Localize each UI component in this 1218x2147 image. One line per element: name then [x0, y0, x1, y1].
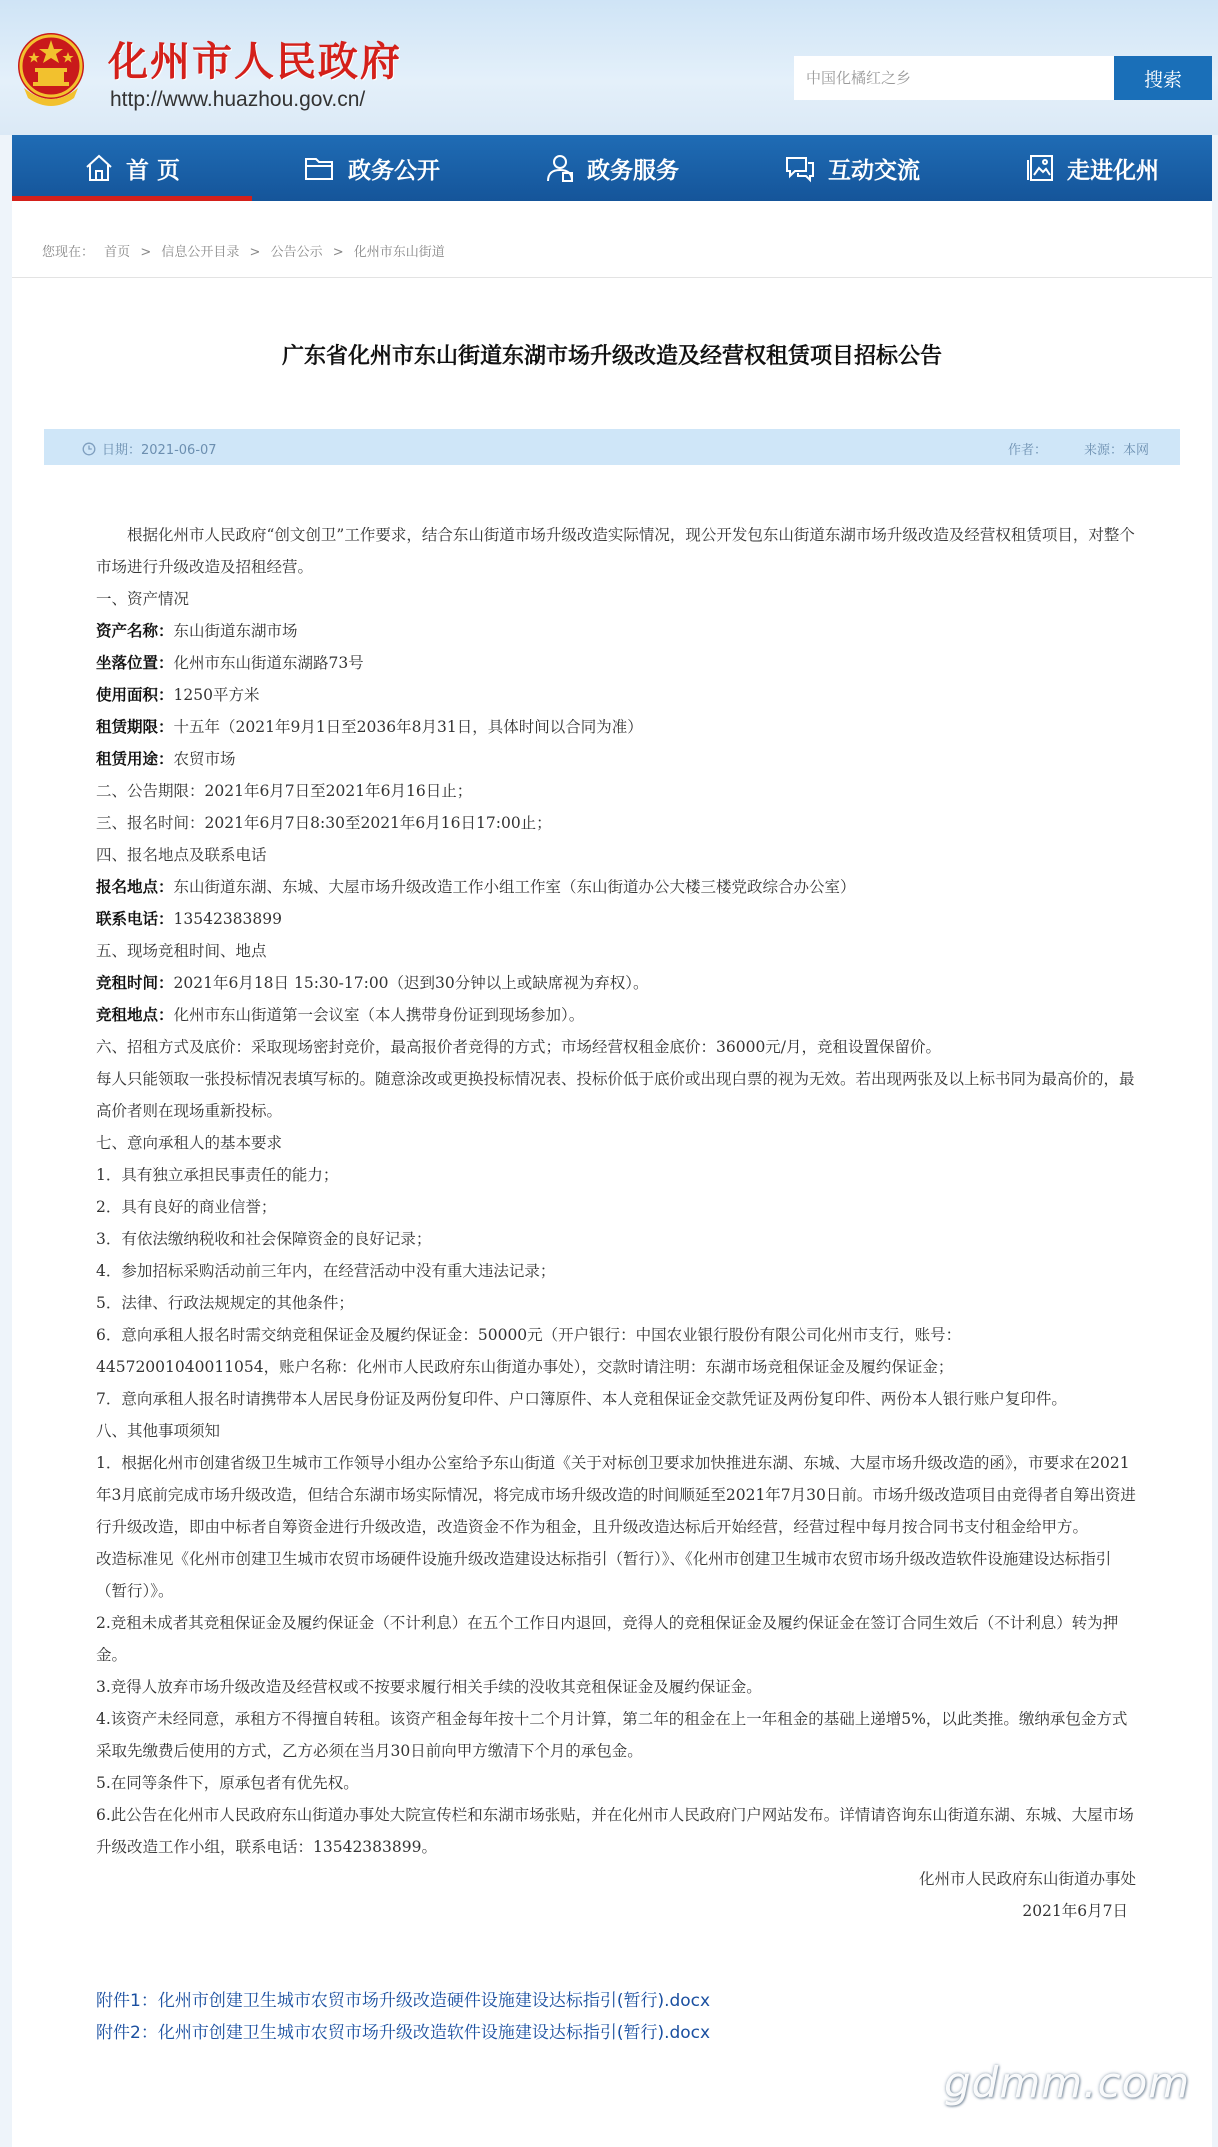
breadcrumb-separator: > — [332, 245, 344, 260]
field-label: 报名地点： — [96, 878, 174, 896]
field-label: 租赁期限： — [96, 718, 174, 736]
article-author: 作者： — [1008, 443, 1048, 458]
field-value: 十五年（2021年9月1日至2036年8月31日，具体时间以合同为准） — [173, 718, 643, 736]
nav-item-services[interactable] — [492, 135, 732, 201]
article-date — [82, 439, 217, 458]
list-item: 6．意向承租人报名时需交纳竞租保证金及履约保证金：50000元（开户银行：中国农业银行股份有限公司化州市支行，账号：44572001040011054，账户名称：化州市人民政府东山街道办事处），交款时请注明：东湖市场竞租保证金及履约保证金； — [96, 1326, 962, 1376]
field-line — [96, 615, 1136, 647]
list-item: 3.竞得人放弃市场升级改造及经营权或不按要求履行相关手续的没收其竞租保证金及履约保证金。 — [96, 1678, 762, 1696]
paragraph: 根据化州市人民政府“创文创卫”工作要求，结合东山街道市场升级改造实际情况，现公开发包东山街道东湖市场升级改造及经营权租赁项目，对整个市场进行升级改造及招租经营。 — [96, 526, 1135, 576]
field-label: 资产名称： — [96, 622, 174, 640]
main-nav — [12, 135, 1212, 201]
field-line — [96, 903, 1136, 935]
field-line — [96, 711, 1136, 743]
field-value: 2021年6月18日 15:30-17:00（迟到30分钟以上或缺席视为弃权）。 — [173, 974, 649, 992]
field-value: 1250平方米 — [173, 686, 260, 704]
field-value: 农贸市场 — [173, 750, 236, 768]
list-item: 6.此公告在化州市人民政府东山街道办事处大院宣传栏和东湖市场张贴，并在化州市人民政府门户网站发布。详情请咨询东山街道东湖、东城、大屋市场升级改造工作小组，联系电话：13542383899。 — [96, 1806, 1134, 1856]
main-content — [12, 201, 1212, 2147]
paragraph: 每人只能领取一张投标情况表填写标的。随意涂改或更换投标情况表、投标价低于底价或出现白票的视为无效。若出现两张及以上标书同为最高价的，最高价者则在现场重新投标。 — [96, 1070, 1135, 1120]
chat-icon — [784, 153, 816, 183]
watermark: gdmm.com — [944, 2058, 1191, 2107]
article-body — [96, 519, 1136, 1927]
article-title: 广东省化州市东山街道东湖市场升级改造及经营权租赁项目招标公告 — [281, 344, 942, 369]
field-label: 租赁用途： — [96, 750, 174, 768]
breadcrumb-divider — [12, 277, 1212, 278]
site-url: http://www.huazhou.gov.cn/ — [110, 88, 366, 111]
national-emblem-icon — [14, 30, 88, 110]
paragraph: 三、报名时间：2021年6月7日8:30至2021年6月16日17:00止； — [96, 814, 552, 832]
signature: 化州市人民政府东山街道办事处 — [918, 1870, 1136, 1888]
nav-label: 政务服务 — [587, 157, 679, 184]
section-heading: 四、报名地点及联系电话 — [96, 846, 267, 864]
field-value: 东山街道东湖市场 — [173, 622, 298, 640]
field-value: 13542383899 — [173, 910, 282, 928]
field-label: 联系电话： — [96, 910, 174, 928]
list-item: 7．意向承租人报名时请携带本人居民身份证及两份复印件、户口簿原件、本人竞租保证金交款凭证及两份复印件、两份本人银行账户复印件。 — [96, 1390, 1067, 1408]
article-meta-bar — [44, 429, 1180, 465]
article-source: 来源：本网 — [1084, 443, 1150, 458]
user-service-icon — [545, 153, 575, 183]
breadcrumb — [42, 241, 451, 260]
list-item: 2．具有良好的商业信誉； — [96, 1198, 277, 1216]
nav-label: 首 页 — [125, 157, 180, 184]
paragraph: 二、公告期限：2021年6月7日至2021年6月16日止； — [96, 782, 473, 800]
site-header — [0, 0, 1218, 135]
field-line — [96, 679, 1136, 711]
nav-label: 走进化州 — [1067, 157, 1159, 184]
nav-label: 互动交流 — [828, 157, 920, 184]
field-label: 竞租时间： — [96, 974, 174, 992]
breadcrumb-link-catalog[interactable]: 信息公开目录 — [161, 245, 240, 260]
search-input[interactable] — [794, 56, 1114, 100]
nav-item-government-affairs[interactable] — [252, 135, 492, 201]
nav-item-interaction[interactable] — [732, 135, 972, 201]
field-label: 使用面积： — [96, 686, 174, 704]
field-line — [96, 999, 1136, 1031]
section-heading: 一、资产情况 — [96, 590, 190, 608]
attachment-link[interactable]: 附件2：化州市创建卫生城市农贸市场升级改造软件设施建设达标指引(暂行).docx — [96, 2023, 711, 2043]
attachment-list — [96, 1985, 710, 2049]
section-heading: 七、意向承租人的基本要求 — [96, 1134, 283, 1152]
list-item: 1．具有独立承担民事责任的能力； — [96, 1166, 339, 1184]
list-item: 2.竞租未成者其竞租保证金及履约保证金（不计利息）在五个工作日内退回，竞得人的竞租保证金及履约保证金在签订合同生效后（不计利息）转为押金。 — [96, 1614, 1119, 1664]
breadcrumb-link-notices[interactable]: 公告公示 — [270, 245, 323, 260]
field-line — [96, 871, 1136, 903]
nav-label: 政务公开 — [348, 157, 440, 184]
nav-item-home[interactable] — [12, 135, 252, 201]
clock-icon — [82, 442, 96, 456]
article-date-text: 日期：2021-06-07 — [102, 443, 217, 458]
breadcrumb-separator: > — [140, 245, 152, 260]
city-picture-icon — [1025, 153, 1055, 183]
field-line — [96, 647, 1136, 679]
list-item: 5.在同等条件下，原承包者有优先权。 — [96, 1774, 359, 1792]
field-value: 东山街道东湖、东城、大屋市场升级改造工作小组工作室（东山街道办公大楼三楼党政综合办公室） — [173, 878, 856, 896]
field-label: 竞租地点： — [96, 1006, 174, 1024]
section-heading: 八、其他事项须知 — [96, 1422, 221, 1440]
folder-icon — [304, 153, 336, 183]
paragraph: 改造标准见《化州市创建卫生城市农贸市场硬件设施升级改造建设达标指引（暂行）》、《化州市创建卫生城市农贸市场升级改造软件设施建设达标指引（暂行）》。 — [96, 1550, 1112, 1600]
site-title: 化州市人民政府 — [108, 38, 402, 85]
list-item: 4．参加招标采购活动前三年内，在经营活动中没有重大违法记录； — [96, 1262, 556, 1280]
breadcrumb-link-dongshan[interactable]: 化州市东山街道 — [353, 245, 445, 260]
sign-date: 2021年6月7日 — [1022, 1902, 1128, 1920]
home-icon — [84, 153, 114, 183]
attachment-link[interactable]: 附件1：化州市创建卫生城市农贸市场升级改造硬件设施建设达标指引(暂行).docx — [96, 1991, 711, 2011]
breadcrumb-separator: > — [249, 245, 261, 260]
list-item: 3．有依法缴纳税收和社会保障资金的良好记录； — [96, 1230, 432, 1248]
section-heading: 五、现场竞租时间、地点 — [96, 942, 267, 960]
field-line — [96, 743, 1136, 775]
breadcrumb-link-home[interactable]: 首页 — [104, 245, 131, 260]
field-value: 化州市东山街道第一会议室（本人携带身份证到现场参加）。 — [173, 1006, 585, 1024]
list-item: 1．根据化州市创建省级卫生城市工作领导小组办公室给予东山街道《关于对标创卫要求加快推进东湖、东城、大屋市场升级改造的函》，市要求在2021年3月底前完成市场升级改造，但结合东湖市场实际情况，将完成市场升级改造的时间顺延至2021年7月30日前。市场升级改造项目由竞得者自筹出资进行升级改造，即由中标者自筹资金进行升级改造，改造资金不作为租金，且升级改造达标后开始经营，经营过程中每月按合同书支付租金给甲方。 — [96, 1454, 1136, 1536]
breadcrumb-prefix: 您现在： — [42, 245, 95, 260]
field-line — [96, 967, 1136, 999]
field-label: 坐落位置： — [96, 654, 174, 672]
search-button[interactable]: 搜索 — [1114, 56, 1212, 100]
list-item: 5．法律、行政法规规定的其他条件； — [96, 1294, 354, 1312]
nav-item-about-huazhou[interactable] — [972, 135, 1212, 201]
list-item: 4.该资产未经同意，承租方不得擅自转租。该资产租金每年按十二个月计算，第二年的租金在上一年租金的基础上递增5%，以此类推。缴纳承包金方式采取先缴费后使用的方式，乙方必须在当月30日前向甲方缴清下个月的承包金。 — [96, 1710, 1128, 1760]
field-value: 化州市东山街道东湖路73号 — [173, 654, 364, 672]
paragraph: 六、招租方式及底价：采取现场密封竞价，最高报价者竞得的方式；市场经营权租金底价：36000元/月，竞租设置保留价。 — [96, 1038, 942, 1056]
